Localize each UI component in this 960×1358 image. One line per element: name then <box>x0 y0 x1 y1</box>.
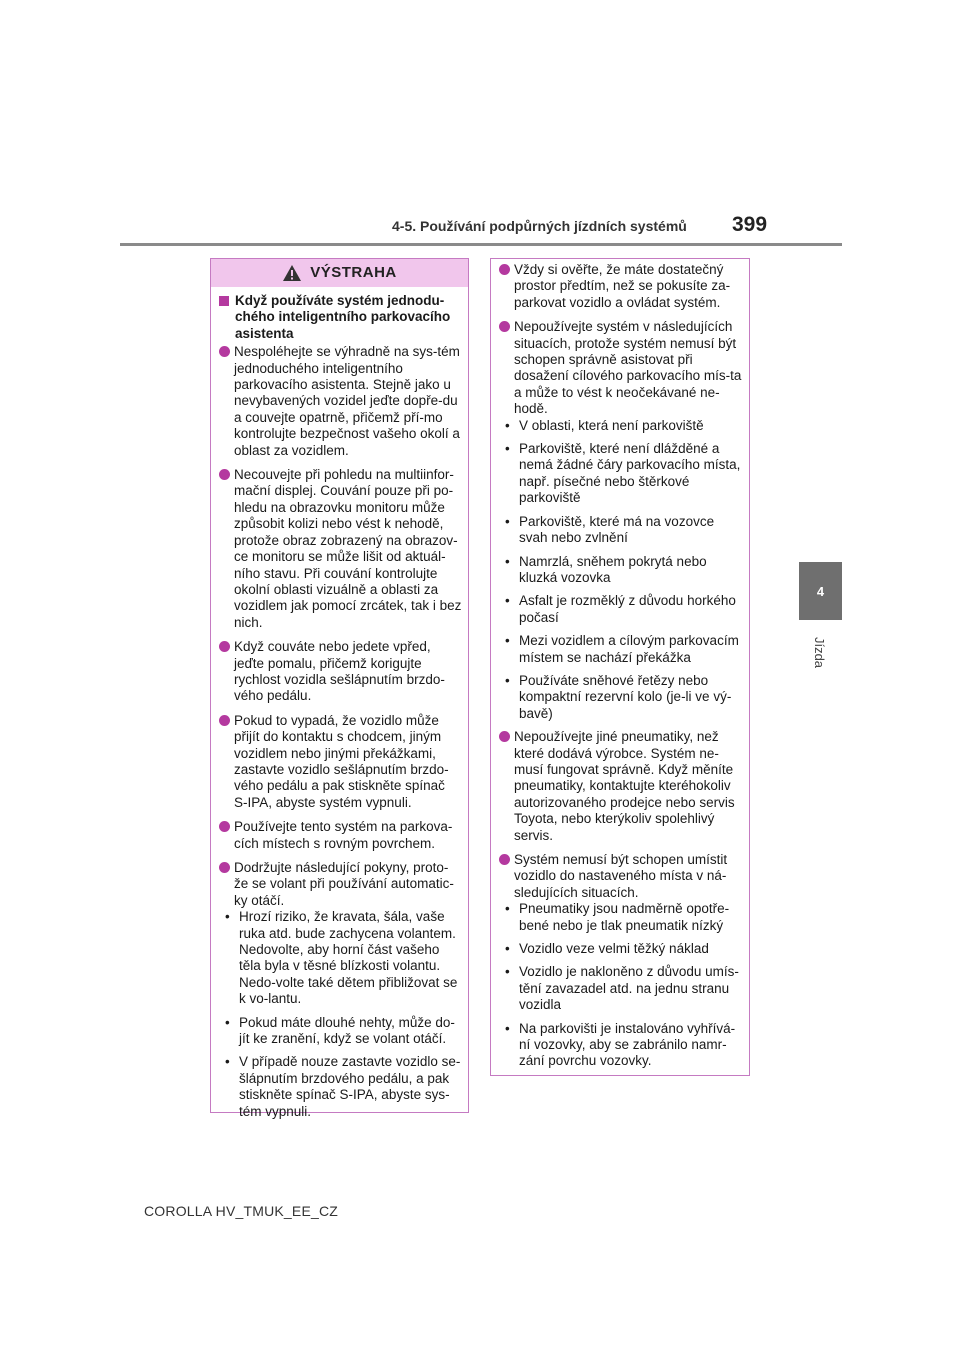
circle-bullet-icon <box>499 321 510 332</box>
warning-subitem: • Na parkovišti je instalováno vyhřívá-ní vozovky, aby se zabránilo namr-zání povrchu vozovky. <box>505 1020 736 1069</box>
warning-subitem: • Namrzlá, sněhem pokrytá nebo kluzká vozovka <box>505 553 707 585</box>
warning-subitem: • Asfalt je rozměklý z důvodu horkého počasí <box>505 593 736 625</box>
warning-subitem: • Mezi vozidlem a cílovým parkovacím místem se nachází překážka <box>505 633 739 665</box>
warning-item: Nepoužívejte jiné pneumatiky, než které dodává výrobce. Systém ne-musí fungovat správně. Když měníte pneumatiky, kontaktujte kteréhokoliv autorizovaného prodejce nebo servis Toyota, nebo kterýkoliv spolehlivý servis. <box>499 729 743 844</box>
warning-topic: Když používáte systém jednodu-chého inteligentního parkovacího asistenta <box>219 293 462 342</box>
circle-bullet-icon <box>499 854 510 865</box>
warning-item: Necouvejte při pohledu na multiinfor-mační displej. Couvání pouze při po-hledu na obrazovku monitoru může způsobit kolizi nebo vést k nehodě, protože obraz zobrazený na obrazov-ce monitoru se může lišit od aktuál-ního stavu. Při couvání kontrolujte okolní oblasti vizuálně a oblasti za vozidlem jak pomocí zrcátek, tak i bez nich. <box>219 467 462 631</box>
square-bullet-icon <box>219 296 229 306</box>
warning-subitem: • V oblasti, která není parkoviště <box>505 417 704 433</box>
warning-header <box>211 259 468 287</box>
chapter-label: Jízda <box>812 636 828 668</box>
warning-subitem: • Pokud máte dlouhé nehty, může do-jít ke zranění, když se volant otáčí. <box>225 1014 455 1047</box>
circle-bullet-icon <box>219 346 230 357</box>
warning-box <box>210 258 469 1119</box>
section-title: 4-5. Používání podpůrných jízdních systémů <box>392 218 687 234</box>
warning-item: Používejte tento systém na parkova-cích místech s rovným povrchem. <box>219 819 462 852</box>
warning-subitem: • Pneumatiky jsou nadměrně opotře-bené nebo je tlak pneumatik nízký <box>505 901 730 933</box>
warning-title: VÝSTRAHA <box>310 263 397 281</box>
document-footer: COROLLA HV_TMUK_EE_CZ <box>144 1203 339 1219</box>
warning-box-continued <box>490 258 750 1076</box>
warning-subitem: • Parkoviště, které není dlážděné a nemá žádné čáry parkovacího místa, např. písečné nebo štěrkové parkoviště <box>505 441 741 506</box>
warning-item: Když couváte nebo jedete vpřed, jeďte pomalu, přičemž korigujte rychlost vozidla sešlápnutím brzdo-vého pedálu. <box>219 639 462 705</box>
warning-item: Dodržujte následující pokyny, proto-že se volant při používání automatic-ky otáčí. <box>219 860 462 909</box>
warning-subitem: • Používáte sněhové řetězy nebo kompaktní rezervní kolo (je-li ve vý-bavě) <box>505 672 732 721</box>
chapter-number: 4 <box>816 583 825 599</box>
warning-item: Vždy si ověřte, že máte dostatečný prostor předtím, než se pokusíte za-parkovat vozidlo a ovládat systém. <box>499 262 743 311</box>
chapter-tab <box>799 562 842 620</box>
warning-subitem: • Hrozí riziko, že kravata, šála, vaše ruka atd. bude zachycena volantem. Nedovolte, aby horní část vašeho těla byla v těsné blízkosti volantu. Nedo-volte také dětem přibližovat se k vo-lantu. <box>225 909 458 1007</box>
circle-bullet-icon <box>219 715 230 726</box>
circle-bullet-icon <box>219 821 230 832</box>
page-number: 399 <box>732 213 768 236</box>
warning-item: Systém nemusí být schopen umístit vozidlo do nastaveného místa v ná-sledujících situacích. <box>499 852 743 901</box>
warning-subitem: • Vozidlo veze velmi těžký náklad <box>505 941 709 957</box>
warning-item: Nespoléhejte se výhradně na sys-tém jednoduchého inteligentního parkovacího asistenta. Stejně jako u nevybavených vozidel jeďte dopře-du a couvejte opatrně, přičemž pří-mo kontrolujte bezpečnost vašeho okolí a oblast za vozidlem. <box>219 344 462 459</box>
warning-subitem: • Parkoviště, které má na vozovce svah nebo zvlnění <box>505 513 715 546</box>
header-rule <box>120 243 842 246</box>
warning-item: Nepoužívejte systém v následujících situacích, protože systém nemusí být schopen správně asistovat při dosažení cílového parkovacího mís-ta a může to vést k neočekávané ne-hodě. <box>499 319 743 417</box>
warning-item: Pokud to vypadá, že vozidlo může přijít do kontaktu s chodcem, jiným vozidlem nebo jinými překážkami, zastavte vozidlo sešlápnutím brzdo-vého pedálu a pak stiskněte spínač S-IPA, abyste systém vypnuli. <box>219 713 462 811</box>
warning-subitem: • Vozidlo je nakloněno z důvodu umís-tění zavazadel atd. na jednu stranu vozidla <box>505 964 739 1013</box>
warning-subitem: • V případě nouze zastavte vozidlo se-šlápnutím brzdového pedálu, a pak stiskněte spínač S-IPA, abyste sys-tém vypnuli. <box>225 1054 461 1119</box>
circle-bullet-icon <box>499 264 510 275</box>
warning-triangle-icon <box>282 264 302 282</box>
circle-bullet-icon <box>499 731 510 742</box>
circle-bullet-icon <box>219 641 230 652</box>
circle-bullet-icon <box>219 469 230 480</box>
circle-bullet-icon <box>219 862 230 873</box>
